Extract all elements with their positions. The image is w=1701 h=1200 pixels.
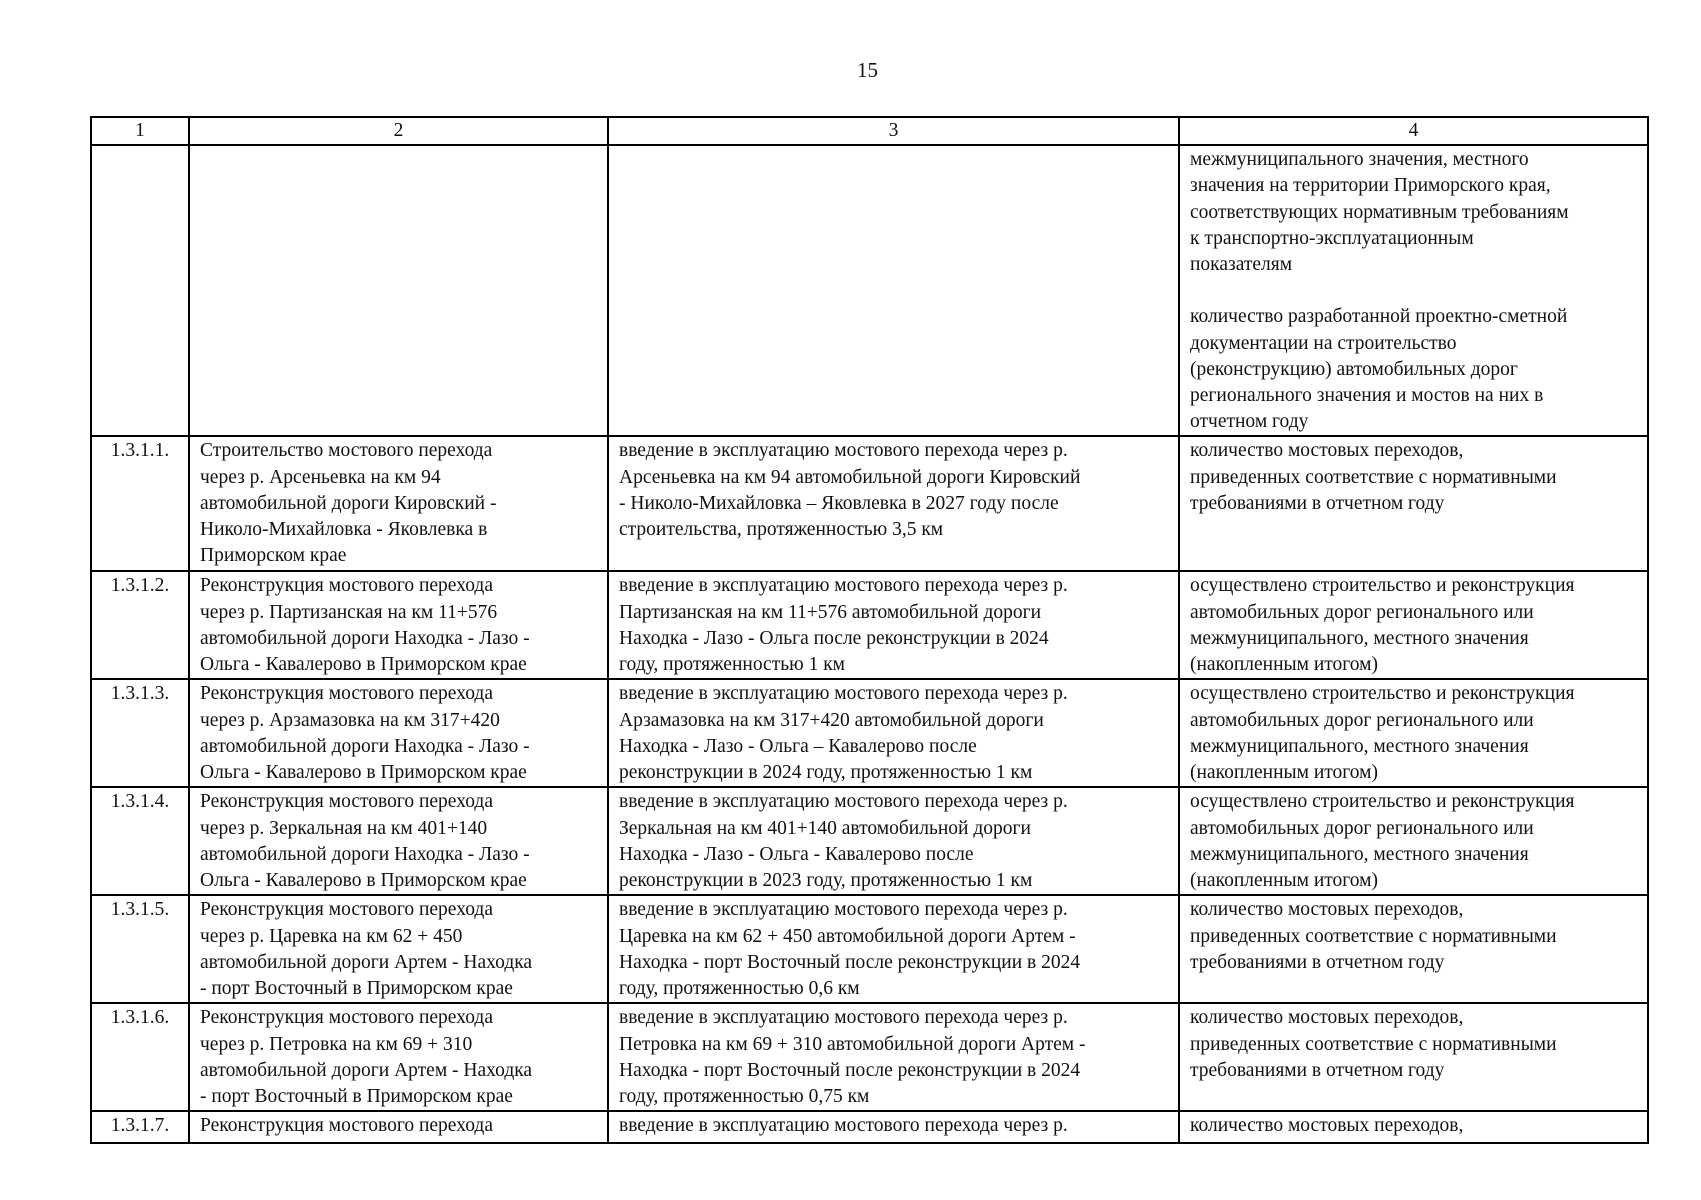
column-header: 1 [91, 117, 189, 145]
row-number: 1.3.1.5. [91, 895, 189, 1003]
row-number: 1.3.1.6. [91, 1003, 189, 1111]
table-header-row [91, 117, 1648, 145]
column-header: 3 [608, 117, 1179, 145]
table-row [91, 571, 1648, 679]
column-header: 2 [189, 117, 608, 145]
expected-result: введение в эксплуатацию мостового перехода через р. [608, 1111, 1179, 1143]
expected-result: введение в эксплуатацию мостового перехода через р. Партизанская на км 11+576 автомобильной дороги Находка - Лазо - Ольга после реконструкции в 2024 году, протяженностью 1 км [608, 571, 1179, 679]
row-number: 1.3.1.3. [91, 679, 189, 787]
indicator-link: осуществлено строительство и реконструкция автомобильных дорог регионального или межмуниципального, местного значения (накопленным итогом) [1179, 571, 1648, 679]
table-row [91, 787, 1648, 895]
indicator-link: осуществлено строительство и реконструкция автомобильных дорог регионального или межмуниципального, местного значения (накопленным итогом) [1179, 679, 1648, 787]
measure-name: Строительство мостового перехода через р. Арсеньевка на км 94 автомобильной дороги Кировский - Николо-Михайловка - Яковлевка в Приморском крае [189, 436, 608, 571]
measure-name: Реконструкция мостового перехода через р. Зеркальная на км 401+140 автомобильной дороги Находка - Лазо - Ольга - Кавалерово в Приморском крае [189, 787, 608, 895]
indicator-link: количество мостовых переходов, приведенных соответствие с нормативными требованиями в отчетном году [1179, 895, 1648, 1003]
indicator-link: количество мостовых переходов, приведенных соответствие с нормативными требованиями в отчетном году [1179, 1003, 1648, 1111]
measures-table [90, 116, 1649, 1144]
column-header: 4 [1179, 117, 1648, 145]
table-row [91, 145, 1648, 436]
row-number: 1.3.1.7. [91, 1111, 189, 1143]
page-number: 15 [857, 58, 878, 82]
expected-result: введение в эксплуатацию мостового перехода через р. Арзамазовка на км 317+420 автомобильной дороги Находка - Лазо - Ольга – Кавалерово после реконструкции в 2024 году, протяженностью 1 км [608, 679, 1179, 787]
table-row [91, 1111, 1648, 1143]
measure-name: Реконструкция мостового перехода через р. Петровка на км 69 + 310 автомобильной дороги Артем - Находка - порт Восточный в Приморском крае [189, 1003, 608, 1111]
row-number: 1.3.1.2. [91, 571, 189, 679]
indicator-link: количество мостовых переходов, приведенных соответствие с нормативными требованиями в отчетном году [1179, 436, 1648, 571]
indicator-link: межмуниципального значения, местного значения на территории Приморского края, соответствующих нормативным требованиям к транспортно-эксплуатационным показателям количество разработанной проектно-сметной документации на строительство (реконструкцию) автомобильных дорог регионального значения и мостов на них в отчетном году [1179, 145, 1648, 436]
measure-name: Реконструкция мостового перехода через р. Царевка на км 62 + 450 автомобильной дороги Артем - Находка - порт Восточный в Приморском крае [189, 895, 608, 1003]
table-row [91, 1003, 1648, 1111]
table-row [91, 679, 1648, 787]
indicator-link: количество мостовых переходов, [1179, 1111, 1648, 1143]
table-row [91, 436, 1648, 571]
measure-name: Реконструкция мостового перехода [189, 1111, 608, 1143]
measure-name [189, 145, 608, 436]
expected-result [608, 145, 1179, 436]
row-number: 1.3.1.4. [91, 787, 189, 895]
row-number [91, 145, 189, 436]
row-number: 1.3.1.1. [91, 436, 189, 571]
table-row [91, 895, 1648, 1003]
expected-result: введение в эксплуатацию мостового перехода через р. Царевка на км 62 + 450 автомобильной дороги Артем - Находка - порт Восточный после реконструкции в 2024 году, протяженностью 0,6 км [608, 895, 1179, 1003]
measure-name: Реконструкция мостового перехода через р. Арзамазовка на км 317+420 автомобильной дороги Находка - Лазо - Ольга - Кавалерово в Приморском крае [189, 679, 608, 787]
expected-result: введение в эксплуатацию мостового перехода через р. Зеркальная на км 401+140 автомобильной дороги Находка - Лазо - Ольга - Кавалерово после реконструкции в 2023 году, протяженностью 1 км [608, 787, 1179, 895]
expected-result: введение в эксплуатацию мостового перехода через р. Петровка на км 69 + 310 автомобильной дороги Артем - Находка - порт Восточный после реконструкции в 2024 году, протяженностью 0,75 км [608, 1003, 1179, 1111]
indicator-link: осуществлено строительство и реконструкция автомобильных дорог регионального или межмуниципального, местного значения (накопленным итогом) [1179, 787, 1648, 895]
measure-name: Реконструкция мостового перехода через р. Партизанская на км 11+576 автомобильной дороги Находка - Лазо - Ольга - Кавалерово в Приморском крае [189, 571, 608, 679]
expected-result: введение в эксплуатацию мостового перехода через р. Арсеньевка на км 94 автомобильной дороги Кировский - Николо-Михайловка – Яковлевка в 2027 году после строительства, протяженностью 3,5 км [608, 436, 1179, 571]
